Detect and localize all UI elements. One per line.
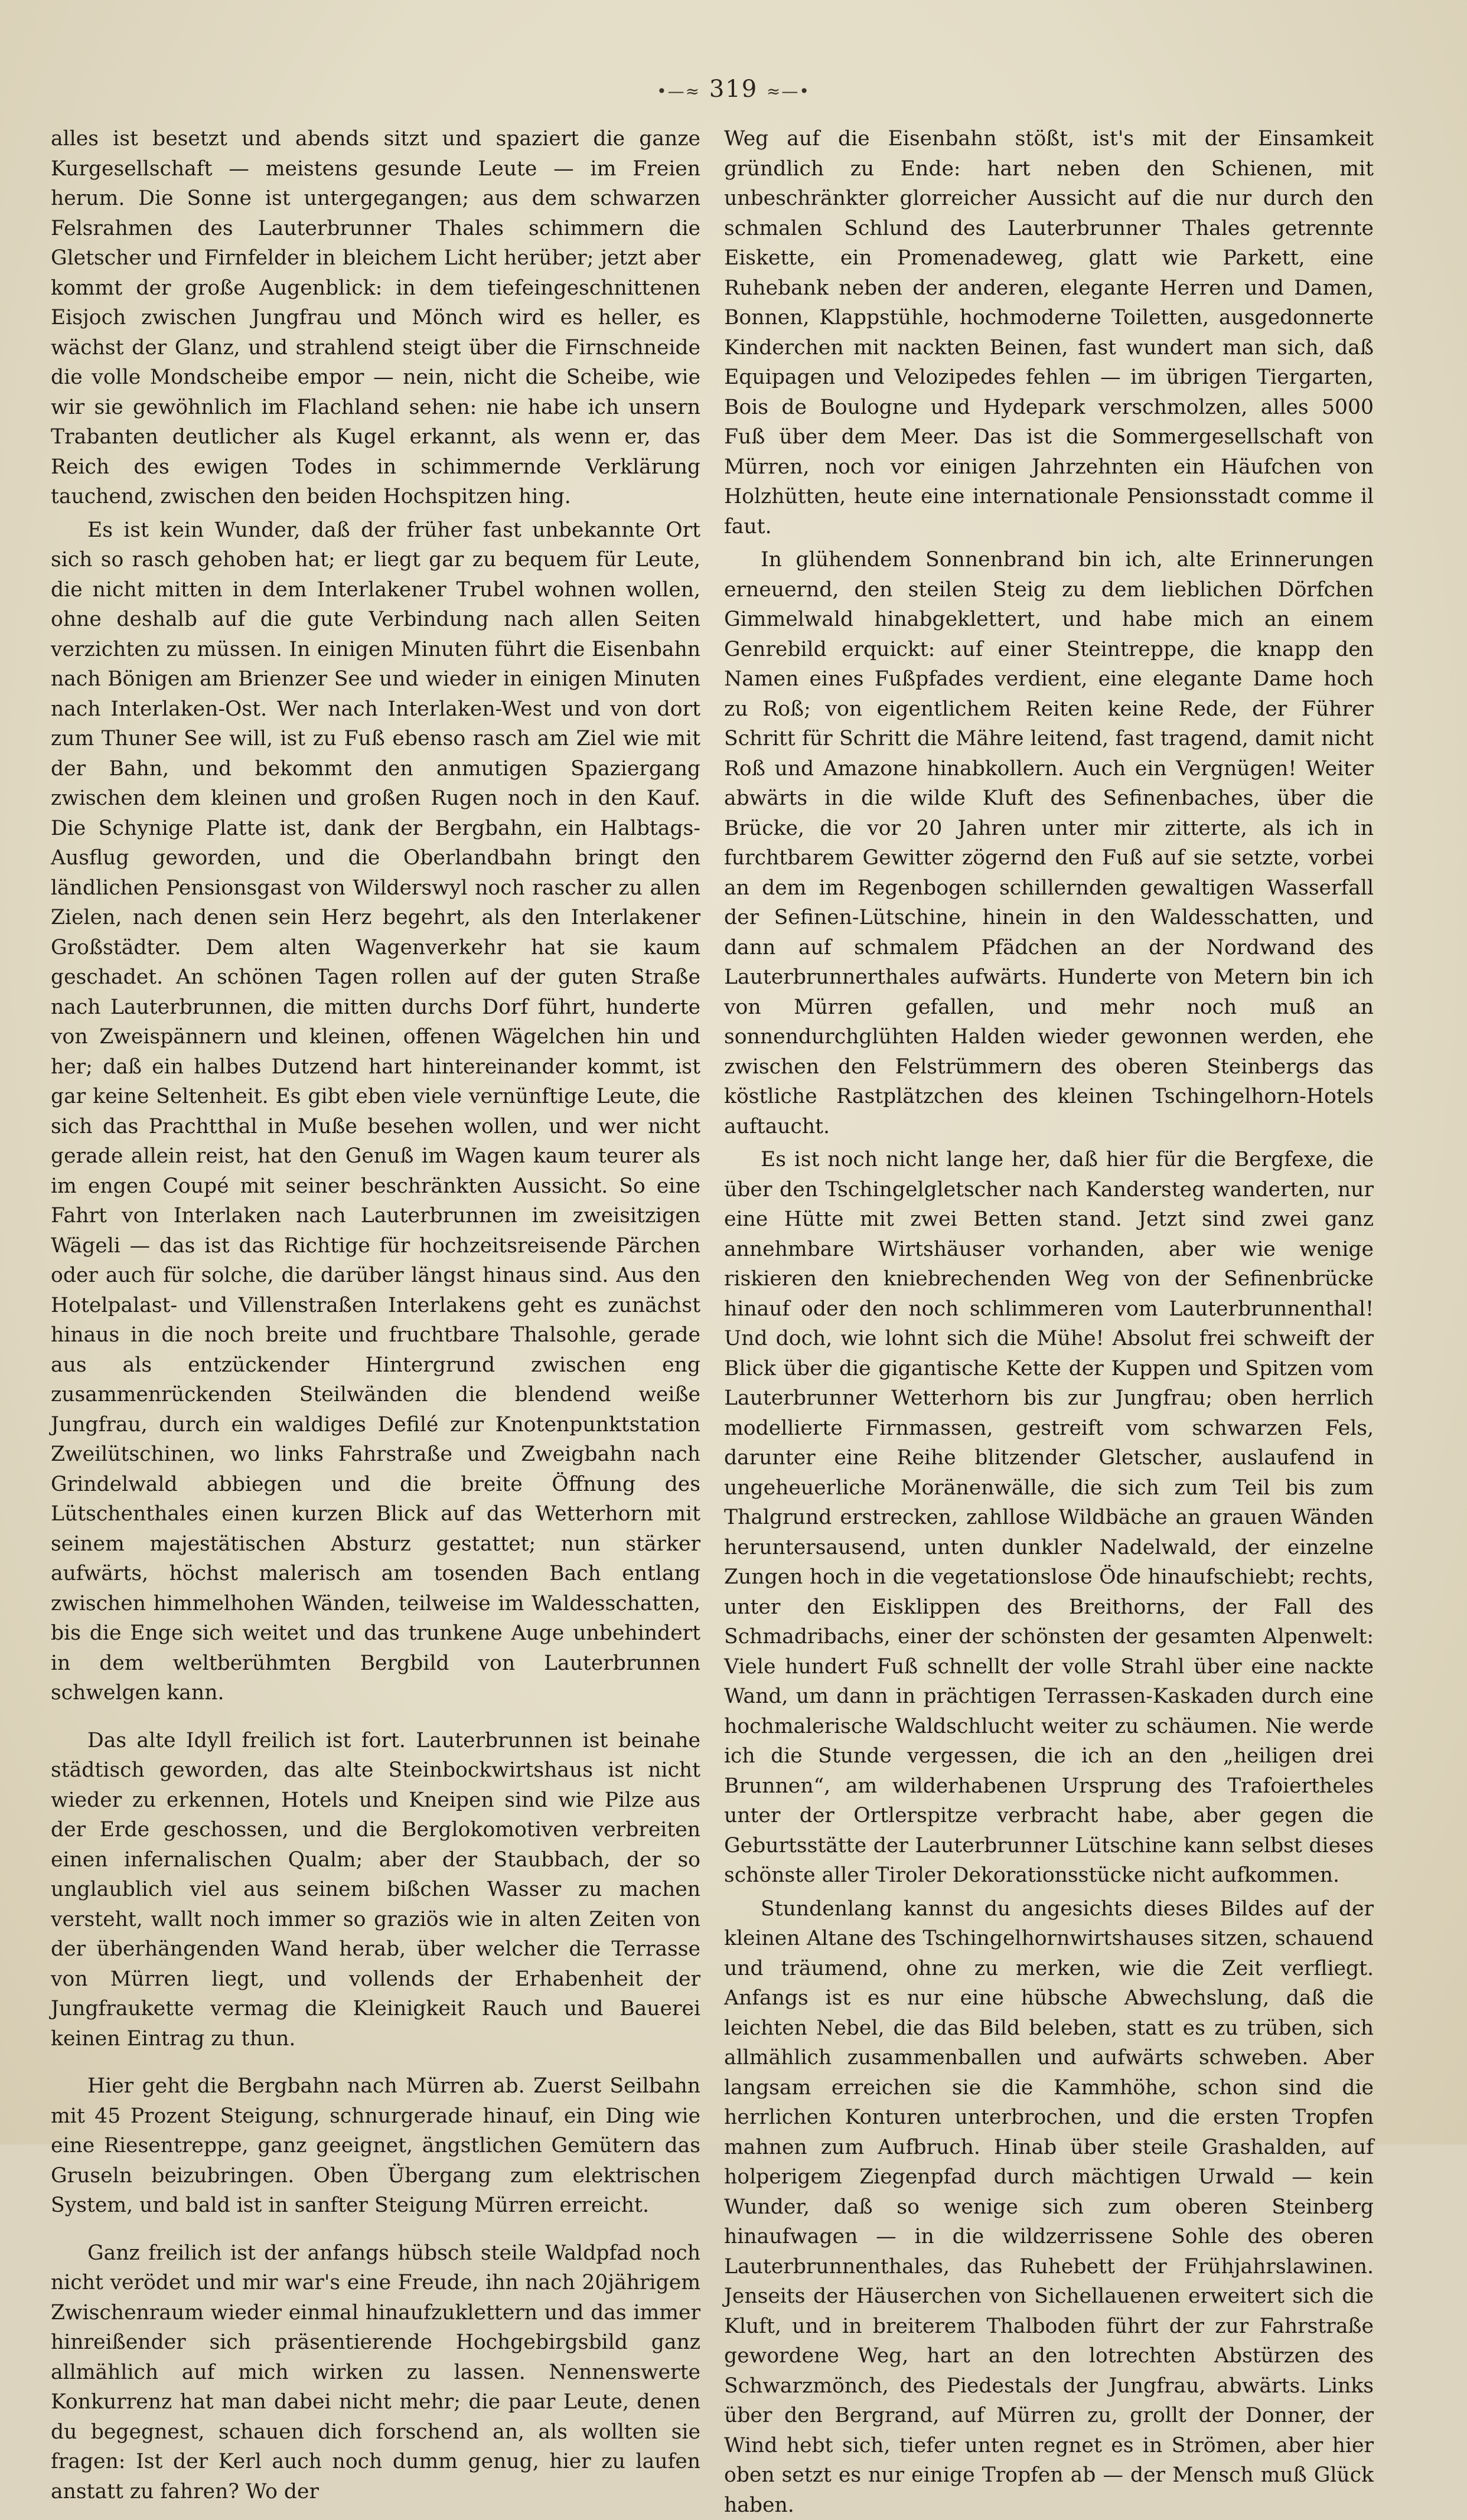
paragraph: Es ist kein Wunder, daß der früher fast unbekannte Ort sich so rasch gehoben hat; er liegt gar zu bequem für Leute, die nicht mitten in dem Interlakener Trubel wohnen wollen, ohne deshalb auf die gute Verbindung nach allen Seiten verzichten zu müssen. In einigen Minuten führt die Eisenbahn nach Bönigen am Brienzer See und wieder in einigen Minuten nach Interlaken-Ost. Wer nach Interlaken-West und von dort zum Thuner See will, ist zu Fuß ebenso rasch am Ziel wie mit der Bahn, und bekommt den anmutigen Spaziergang zwischen dem kleinen und großen Rugen noch in den Kauf. Die Schynige Platte ist, dank der Bergbahn, ein Halbtags-Ausflug geworden, und die Oberlandbahn bringt den ländlichen Pensionsgast von Wilderswyl noch rascher zu allen Zielen, nach denen sein Herz begehrt, als den Interlakener Großstädter. Dem alten Wagenverkehr hat sie kaum geschadet. An schönen Tagen rollen auf der guten Straße nach Lauterbrunnen, die mitten durchs Dorf führt, hunderte von Zweispännern und kleinen, offenen Wägelchen hin und her; daß ein halbes Dutzend hart hintereinander kommt, ist gar keine Seltenheit. Es gibt eben viele vernünftige Leute, die sich das Prachtthal in Muße besehen wollen, und wer nicht gerade allein reist, hat den Genuß im Wagen kaum teurer als im engen Coupé mit seiner beschränkten Aussicht. So eine Fahrt von Interlaken nach Lauterbrunnen im zweisitzigen Wägeli — das ist das Richtige für hochzeitsreisende Pärchen oder auch für solche, die darüber längst hinaus sind. Aus den Hotelpalast- und Villenstraßen Interlakens geht es zunächst hinaus in die noch breite und fruchtbare Thalsohle, gerade aus als entzückender Hintergrund zwischen eng zusammenrückenden Steilwänden die blendend weiße Jungfrau, durch ein waldiges Defilé zur Knotenpunktstation Zweilütschinen, wo links Fahrstraße und Zweigbahn nach Grindelwald abbiegen und die breite Öffnung des Lütschenthales einen kurzen Blick auf das Wetterhorn mit seinem majestätischen Absturz gestattet; nun stärker aufwärts, höchst malerisch am tosenden Bach entlang zwischen himmelhohen Wänden, teilweise im Waldesschatten, bis die Enge sich weitet und das trunkene Auge unbehindert in dem weltberühmten Bergbild von Lauterbrunnen schwelgen kann. [51, 515, 700, 1708]
page-number: 319 [709, 76, 758, 103]
paragraph: Das alte Idyll freilich ist fort. Lauterbrunnen ist beinahe städtisch geworden, das alte Steinbockwirtshaus ist nicht wieder zu erkennen, Hotels und Kneipen sind wie Pilze aus der Erde geschossen, und die Berglokomotiven verbreiten einen infernalischen Qualm; aber der Staubbach, der so unglaublich viel aus seinem bißchen Wasser zu machen versteht, wallt noch immer so graziös wie in alten Zeiten von der überhängenden Wand herab, über welcher die Terrasse von Mürren liegt, und vollends der Erhabenheit der Jungfraukette vermag die Kleinigkeit Rauch und Bauerei keinen Eintrag zu thun. [51, 1726, 700, 2054]
paragraph: Hier geht die Bergbahn nach Mürren ab. Zuerst Seilbahn mit 45 Prozent Steigung, schnurgerade hinauf, ein Ding wie eine Riesentreppe, ganz geeignet, ängstlichen Gemütern das Gruseln beizubringen. Oben Übergang zum elektrischen System, und bald ist in sanfter Steigung Mürren erreicht. [51, 2071, 700, 2221]
right-ornament: ≈—• [767, 81, 810, 101]
right-column [724, 124, 1374, 2084]
page-number-header [0, 76, 1467, 103]
paragraph: Weg auf die Eisenbahn stößt, ist's mit der Einsamkeit gründlich zu Ende: hart neben den Schienen, mit unbeschränkter glorreicher Aussicht auf die nur durch den schmalen Schlund des Lauterbrunner Thales getrennte Eiskette, ein Promenadeweg, glatt wie Parkett, eine Ruhebank neben der anderen, elegante Herren und Damen, Bonnen, Klappstühle, hochmoderne Toiletten, ausgedonnerte Kinderchen mit nackten Beinen, fast wundert man sich, daß Equipagen und Velozipedes fehlen — im übrigen Tiergarten, Bois de Boulogne und Hydepark verschmolzen, alles 5000 Fuß über dem Meer. Das ist die Sommergesellschaft von Mürren, noch vor einigen Jahrzehnten ein Häufchen von Holzhütten, heute eine internationale Pensionsstadt comme il faut. [724, 124, 1374, 541]
left-ornament: •—≈ [657, 81, 700, 101]
left-column [51, 124, 700, 2084]
paragraph: Es ist noch nicht lange her, daß hier für die Bergfexe, die über den Tschingelgletscher nach Kandersteg wanderten, nur eine Hütte mit zwei Betten stand. Jetzt sind zwei ganz annehmbare Wirtshäuser vorhanden, aber wie wenige riskieren den kniebrechenden Weg von der Sefinenbrücke hinauf oder den noch schlimmeren vom Lauterbrunnenthal! Und doch, wie lohnt sich die Mühe! Absolut frei schweift der Blick über die gigantische Kette der Kuppen und Spitzen vom Lauterbrunner Wetterhorn bis zur Jungfrau; oben herrlich modellierte Firnmassen, gestreift vom schwarzen Fels, darunter eine Reihe blitzender Gletscher, auslaufend in ungeheuerliche Moränenwälle, die sich zum Teil bis zum Thalgrund erstrecken, zahllose Wildbäche an grauen Wänden heruntersausend, unten dunkler Nadelwald, der einzelne Zungen hoch in die vegetationslose Öde hinaufschiebt; rechts, unter den Eisklippen des Breithorns, der Fall des Schmadribachs, einer der schönsten der gesamten Alpenwelt: Viele hundert Fuß schnellt der volle Strahl über eine nackte Wand, um dann in prächtigen Terrassen-Kaskaden durch eine hochmalerische Waldschlucht weiter zu schäumen. Nie werde ich die Stunde vergessen, die ich an den „heiligen drei Brunnen“, am wilderhabenen Ursprung des Trafoiertheles unter der Ortlerspitze verbracht habe, aber gegen die Geburtsstätte der Lauterbrunner Lütschine kann selbst dieses schönste aller Tiroler Dekorationsstücke nicht aufkommen. [724, 1145, 1374, 1891]
paragraph: Ganz freilich ist der anfangs hübsch steile Waldpfad noch nicht verödet und mir war's eine Freude, ihn nach 20jährigem Zwischenraum wieder einmal hinaufzuklettern und das immer hinreißender sich präsentierende Hochgebirgsbild ganz allmählich auf mich wirken zu lassen. Nennenswerte Konkurrenz hat man dabei nicht mehr; die paar Leute, denen du begegnest, schauen dich forschend an, als wollten sie fragen: Ist der Kerl auch noch dumm genug, hier zu laufen anstatt zu fahren? Wo der [51, 2238, 700, 2507]
paragraph: Stundenlang kannst du angesichts dieses Bildes auf der kleinen Altane des Tschingelhornwirtshauses sitzen, schauend und träumend, ohne zu merken, wie die Zeit verfliegt. Anfangs ist es nur eine hübsche Abwechslung, daß die leichten Nebel, die das Bild beleben, statt es zu trüben, sich allmählich zusammenballen und aufwärts schweben. Aber langsam erreichen sie die Kammhöhe, schon sind die herrlichen Konturen unterbrochen, und die ersten Tropfen mahnen zum Aufbruch. Hinab über steile Grashalden, auf holperigem Ziegenpfad durch mächtigen Urwald — kein Wunder, daß so wenige sich zum oberen Steinberg hinaufwagen — in die wildzerrissene Sohle des oberen Lauterbrunnenthales, das Ruhebett der Frühjahrslawinen. Jenseits der Häuserchen von Sichellauenen erweitert sich die Kluft, und in breiterem Thalboden führt der zur Fahrstraße gewordene Weg, hart an den lotrechten Abstürzen des Schwarzmönch, des Piedestals der Jungfrau, abwärts. Links über den Bergrand, auf Mürren zu, grollt der Donner, der Wind hebt sich, tiefer unten regnet es in Strömen, aber hier oben setzt es nur einige Tropfen ab — der Mensch muß Glück haben. [724, 1894, 1374, 2520]
paragraph: In glühendem Sonnenbrand bin ich, alte Erinnerungen erneuernd, den steilen Steig zu dem lieblichen Dörfchen Gimmelwald hinabgeklettert, und habe mich an einem Genrebild erquickt: auf einer Steintreppe, die knapp den Namen eines Fußpfades verdient, eine elegante Dame hoch zu Roß; von eigentlichem Reiten keine Rede, der Führer Schritt für Schritt die Mähre leitend, fast tragend, damit nicht Roß und Amazone hinabkollern. Auch ein Vergnügen! Weiter abwärts in die wilde Kluft des Sefinenbaches, über die Brücke, die vor 20 Jahren unter mir zitterte, als ich in furchtbarem Gewitter zögernd den Fuß auf sie setzte, vorbei an dem im Regenbogen schillernden gewaltigen Wasserfall der Sefinen-Lütschine, hinein in den Waldesschatten, und dann auf schmalem Pfädchen an der Nordwand des Lauterbrunnerthales aufwärts. Hunderte von Metern bin ich von Mürren gefallen, und mehr noch muß an sonnendurchglühten Halden wieder gewonnen werden, ehe zwischen den Felstrümmern des oberen Steinbergs das köstliche Rastplätzchen des kleinen Tschingelhorn-Hotels auftaucht. [724, 545, 1374, 1141]
paragraph: alles ist besetzt und abends sitzt und spaziert die ganze Kurgesellschaft — meistens gesunde Leute — im Freien herum. Die Sonne ist untergegangen; aus dem schwarzen Felsrahmen des Lauterbrunner Thales schimmern die Gletscher und Firnfelder in bleichem Licht herüber; jetzt aber kommt der große Augenblick: in dem tiefeingeschnittenen Eisjoch zwischen Jungfrau und Mönch wird es heller, es wächst der Glanz, und strahlend steigt über die Firnschneide die volle Mondscheibe empor — nein, nicht die Scheibe, wie wir sie gewöhnlich im Flachland sehen: nie habe ich unsern Trabanten deutlicher als Kugel erkannt, als wenn er, das Reich des ewigen Todes in schimmernde Verklärung tauchend, zwischen den beiden Hochspitzen hing. [51, 124, 700, 512]
